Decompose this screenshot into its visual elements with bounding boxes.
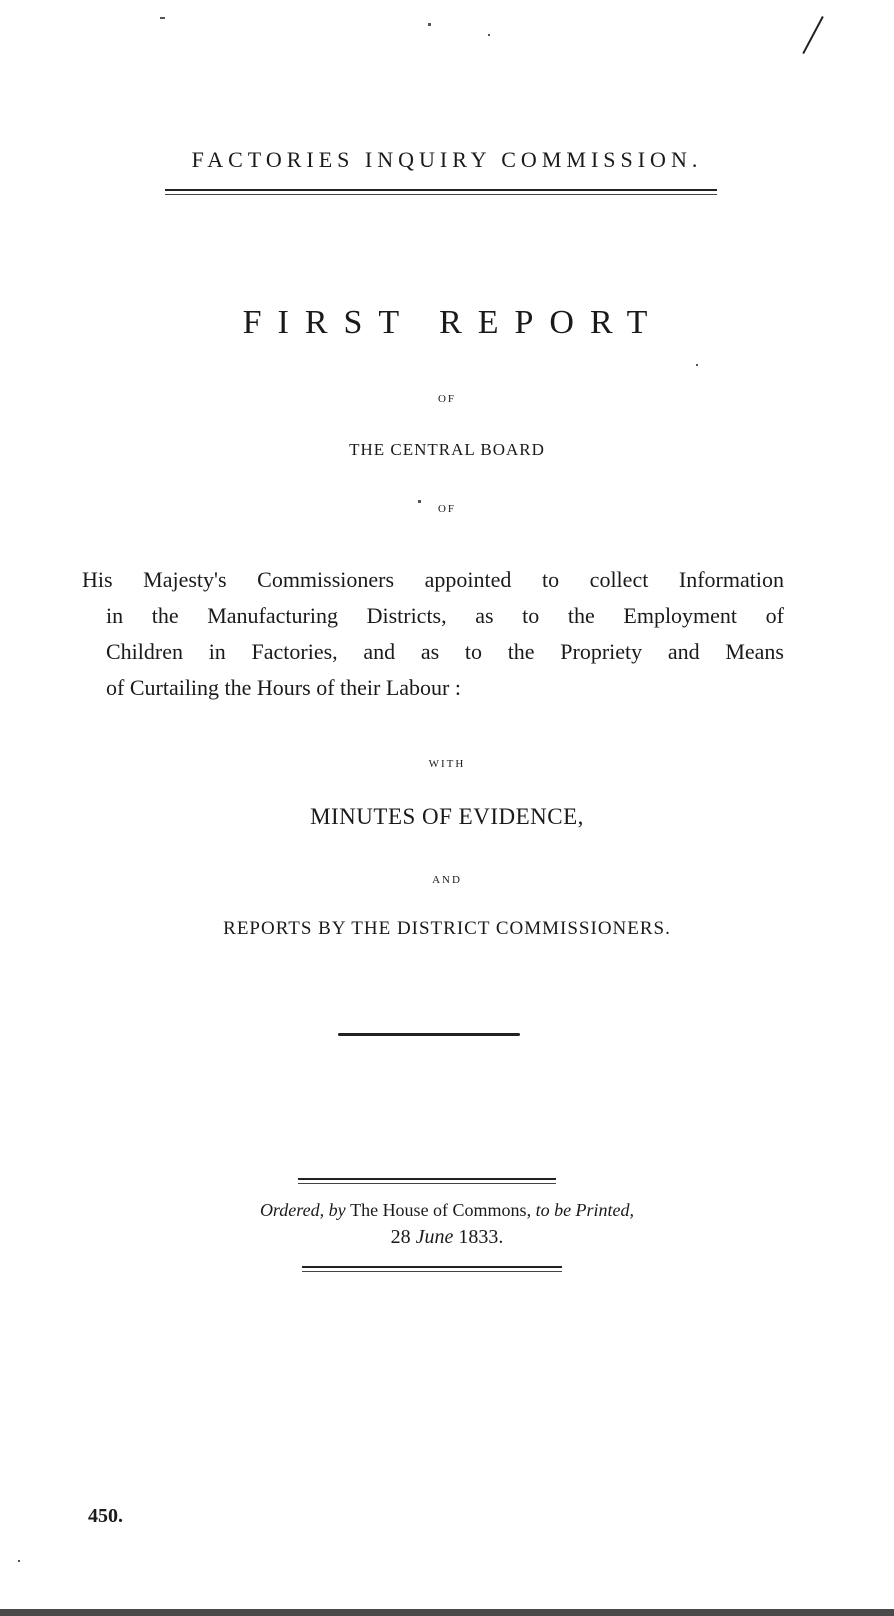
minutes-heading: MINUTES OF EVIDENCE, <box>310 804 584 829</box>
order-line <box>0 1200 894 1221</box>
header-rule <box>165 189 717 195</box>
scan-edge-bar <box>0 1609 894 1616</box>
date-month: June <box>415 1226 454 1248</box>
description-line: Children in Factories, and as to the Propriety and Means <box>106 639 784 664</box>
description-line: of Curtailing the Hours of their Labour : <box>106 675 461 700</box>
section-divider <box>338 1033 520 1036</box>
ink-speck <box>160 17 165 19</box>
reports-heading: REPORTS BY THE DISTRICT COMMISSIONERS. <box>223 918 671 939</box>
and-connector: AND <box>432 874 462 886</box>
date-year: 1833. <box>458 1226 504 1248</box>
report-description <box>82 562 784 706</box>
with-connector: WITH <box>428 758 466 770</box>
pen-mark <box>802 16 823 54</box>
of-connector: OF <box>437 503 457 515</box>
report-title: FIRST REPORT <box>242 304 664 341</box>
commission-title: FACTORIES INQUIRY COMMISSION. <box>191 147 703 172</box>
order-date <box>0 1226 894 1249</box>
ordered-by-text: Ordered, by <box>259 1200 346 1220</box>
page-number: 450. <box>88 1505 123 1527</box>
central-board-heading: THE CENTRAL BOARD <box>349 440 545 459</box>
ink-speck <box>696 364 698 366</box>
house-text: The House of Commons, <box>350 1200 532 1220</box>
description-line: His Majesty's Commissioners appointed to collect Information <box>82 567 784 592</box>
date-day: 28 <box>390 1226 411 1248</box>
to-be-printed-text: to be Printed, <box>535 1200 635 1220</box>
description-line: in the Manufacturing Districts, as to the Employment of <box>106 603 784 628</box>
ink-speck <box>488 34 490 36</box>
ink-speck <box>428 23 431 26</box>
of-connector: OF <box>437 393 457 405</box>
order-top-rule <box>298 1178 556 1184</box>
ink-speck <box>18 1560 20 1562</box>
order-bottom-rule <box>302 1266 562 1272</box>
